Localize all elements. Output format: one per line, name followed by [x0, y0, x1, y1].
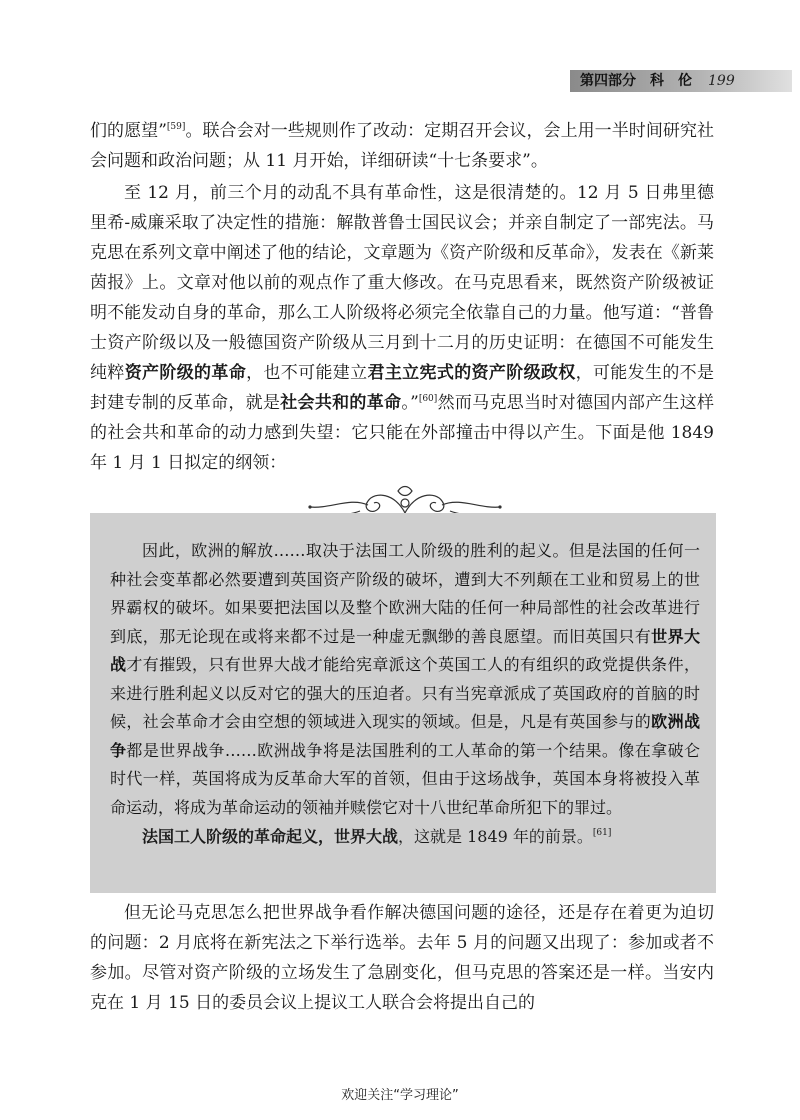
text-run: 至 12 月，前三个月的动乱不具有革命性，这是很清楚的。12 月 5 日弗里德里希-威廉采取了决定性的措施：解散普鲁士国民议会；并亲自制定了一部宪法。马克思在系列文章中阐述了他的结论，文章题为《资产阶级和反革命》，发表在《新莱茵报》上。文章对他以前的观点作了重大修改。在马克思看来，既然资产阶级被证明不能发动自身的革命，那么工人阶级将必须完全依靠自己的力量。他写道：“普鲁士资产阶级以及一般德国资产阶级从三月到十二月的历史证明：在德国不可能发生纯粹 — [90, 183, 714, 383]
text-run: 。” — [401, 393, 419, 413]
text-run: ，这就是 1849 年的前景。 — [398, 827, 593, 846]
section-title: 第四部分 科 伦 — [580, 73, 692, 89]
paragraph-4: 但无论马克思怎么把世界战争看作解决德国问题的途径，还是存在着更为迫切的问题：2 月底将在新宪法之下举行选举。去年 5 月的问题又出现了：参加或者不参加。尽管对资产阶级的立场发生了急剧变化，但马克思的答案还是一样。当安内克在 1 月 15 日的委员会议上提议工人联合会将提出自己的 — [90, 903, 714, 1013]
running-header — [570, 70, 792, 92]
text-run: 们的愿望” — [90, 121, 167, 141]
paragraph-1 — [90, 116, 714, 176]
text-run: 都是世界战争……欧洲战争将是法国胜利的工人革命的第一个结果。像在拿破仑时代一样，英国将成为反革命大军的首领，但由于这场战争，英国本身将被投入革命运动，将成为革命运动的领袖并赎偿它对十八世纪革命所犯下的罪过。 — [110, 740, 700, 817]
text-run: 然而马克思当时对德国内部产生这样的社会共和革命的动力感到失望：它只能在外部撞击中得以产生。下面是他 1849 年 1 月 1 日拟定的纲领： — [90, 393, 715, 473]
text-run: 。联合会对一些规则作了改动：定期召开会议，会上用一半时间研究社会问题和政治问题；从 11 月开始，详细研读“十七条要求”。 — [90, 121, 714, 171]
footnote-ref-60: [60] — [418, 394, 438, 404]
text-run: ，可能发生的不是封建专制的反革命，就是 — [90, 363, 715, 413]
quoted-program-box — [90, 513, 716, 893]
page-number: 199 — [708, 73, 735, 89]
emphasis: 欧洲战争 — [110, 712, 700, 760]
text-run: ，也不可能建立 — [246, 363, 368, 383]
emphasis: 君主立宪式的资产阶级政权 — [367, 363, 576, 383]
footnote-ref-61: [61] — [592, 828, 612, 838]
quote-closing-line — [110, 823, 700, 851]
paragraph-2 — [90, 178, 714, 478]
footer-note: 欢迎关注“学习理论” — [341, 1088, 459, 1103]
text-run: 才有摧毁，只有世界大战才能给宪章派这个英国工人的有组织的政党提供条件，来进行胜利起义以反对它的强大的压迫者。只有当宪章派成了英国政府的首脑的时候，社会革命才会由空想的领域进入现实的领域。但是，凡是有英国参与的 — [110, 655, 700, 731]
emphasis: 资产阶级的革命 — [124, 363, 247, 383]
text-run: 因此，欧洲的解放……取决于法国工人阶级的胜利的起义。但是法国的任何一种社会变革都必然要遭到英国资产阶级的破坏，遭到大不列颠在工业和贸易上的世界霸权的破坏。如果要把法国以及整个欧洲大陆的任何一种局部性的社会改革进行到底，那无论现在或将来都不过是一种虚无飘缈的善良愿望。而旧英国只有 — [110, 541, 700, 646]
emphasis: 法国工人阶级的革命起义，世界大战 — [142, 827, 399, 846]
emphasis: 社会共和的革命 — [280, 393, 402, 413]
footnote-ref-59: [59] — [166, 122, 186, 132]
emphasis: 世界大战 — [110, 626, 700, 674]
quote-paragraph — [110, 537, 700, 822]
